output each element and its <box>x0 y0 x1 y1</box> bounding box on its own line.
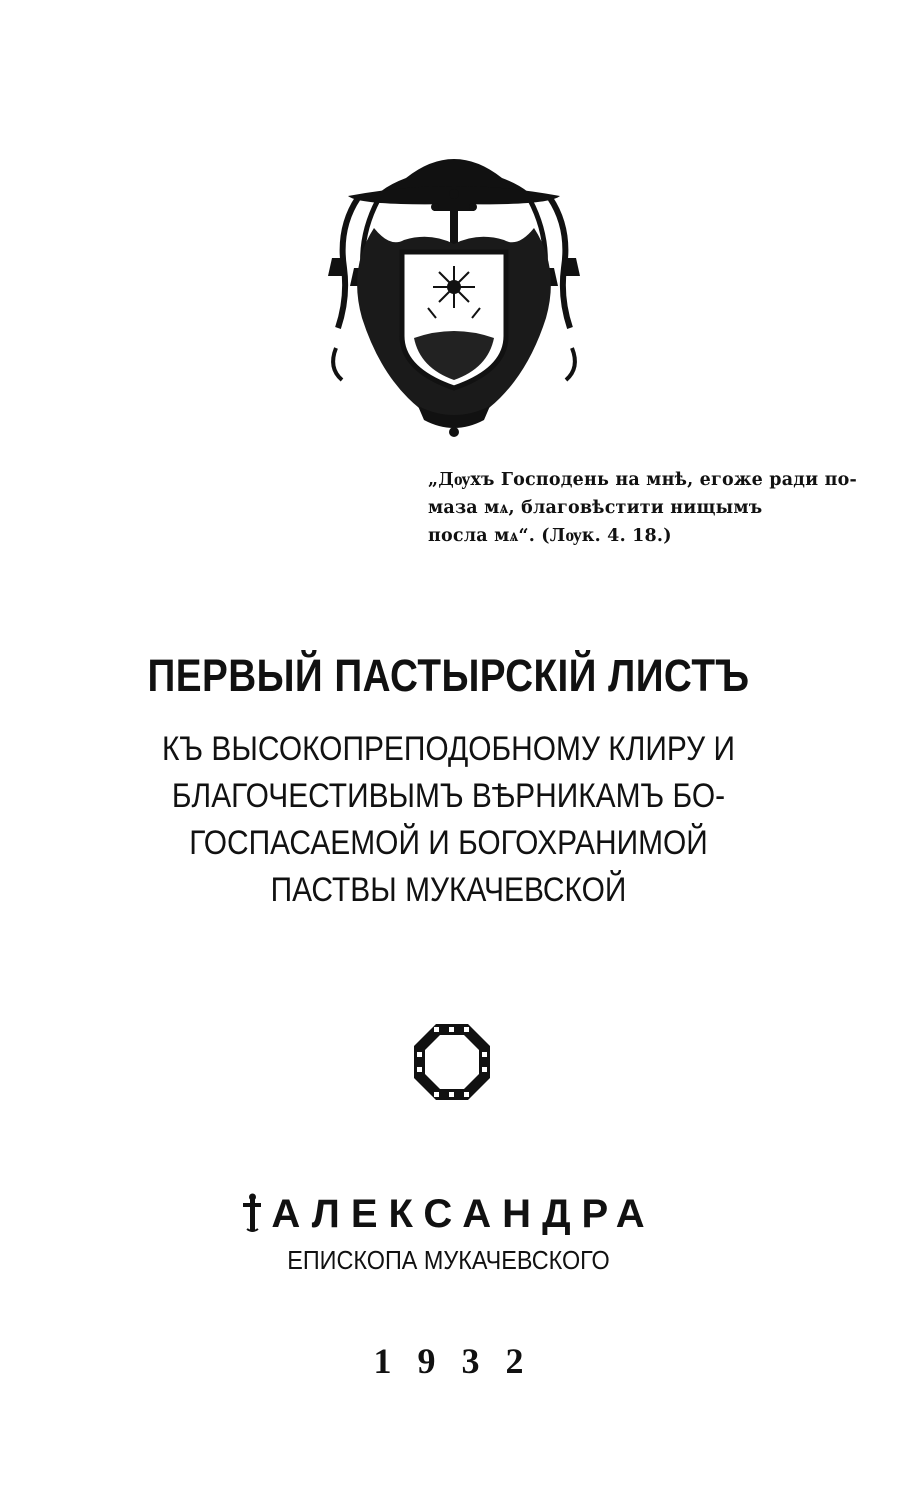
author-name: АЛЕКСАНДРА <box>271 1192 656 1236</box>
document-title: ПЕРВЫЙ ПАСТЫРСКІЙ ЛИСТЪ <box>147 650 750 701</box>
coat-of-arms-icon <box>318 148 590 438</box>
epigraph <box>428 466 857 550</box>
author-title: ЕПИСКОПА МУКАЧЕВСКОГО <box>287 1245 610 1275</box>
publication-year: 1932 <box>373 1341 550 1381</box>
subtitle-line: БЛАГОЧЕСТИВЫМЪ ВѢРНИКАМЪ БО- <box>171 777 726 815</box>
document-subtitle <box>54 726 843 914</box>
author-name-line <box>241 1192 655 1236</box>
subtitle-line: ПАСТВЫ МУКАЧЕВСКОЙ <box>270 871 627 909</box>
epigraph-line: „Дѹхъ Господень на мнѣ, егоже ради по- <box>428 470 857 490</box>
cross-icon <box>241 1193 263 1233</box>
subtitle-line: КЪ ВЫСОКОПРЕПОДОБНОМУ КЛИРУ И <box>162 730 735 768</box>
author-block <box>0 1192 897 1237</box>
epigraph-line: посла мѧ“. (Лѹк. 4. 18.) <box>428 526 672 546</box>
subtitle-line: ГОСПАСАЕМОЙ И БОГОХРАНИМОЙ <box>189 824 708 862</box>
epigraph-line: маза мѧ, благовѣстити нищымъ <box>428 498 763 518</box>
octagon-ornament-icon <box>412 1022 492 1102</box>
